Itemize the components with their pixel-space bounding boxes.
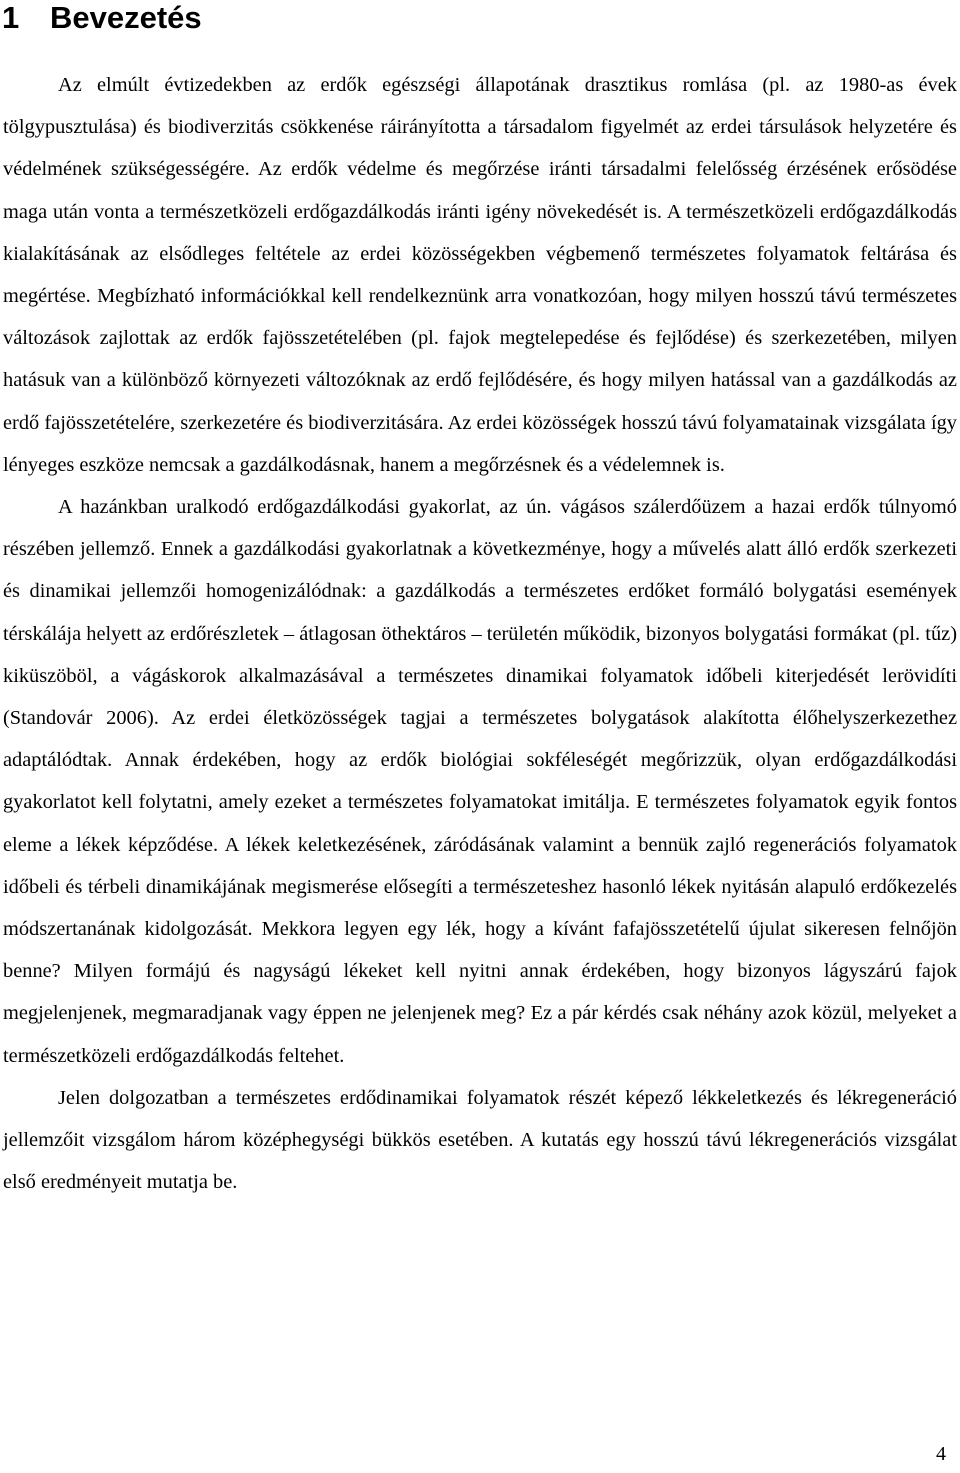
paragraph-3: Jelen dolgozatban a természetes erdődinamikai folyamatok részét képező lékkeletkezés és lékregeneráció jellemzőit vizsgálom három középhegységi bükkös esetében. A kutatás egy hosszú távú lékregenerációs vizsgálat első eredményeit mutatja be. xyxy=(3,1086,957,1194)
section-heading xyxy=(2,0,202,36)
page-number: 4 xyxy=(936,1443,946,1465)
paragraph-1: Az elmúlt évtizedekben az erdők egészségi állapotának drasztikus romlása (pl. az 1980-as évek tölgypusztulása) és biodiverzitás csökkenése ráirányította a társadalom figyelmét az erdei társulások helyzetére és védelmének szükségességére. Az erdők védelme és megőrzése iránti társadalmi felelősség érzésének erősödése maga után vonta a természetközeli erdőgazdálkodás iránti igény növekedését is. A természetközeli erdőgazdálkodás kialakításának az elsődleges feltétele az erdei közösségekben végbemenő természetes folyamatok feltárása és megértése. Megbízható információkkal kell rendelkeznünk arra vonatkozóan, hogy milyen hosszú távú természetes változások zajlottak az erdők fajösszetételében (pl. fajok megtelepedése és fejlődése) és szerkezetében, milyen hatásuk van a különböző környezeti változóknak az erdő fejlődésére, és hogy milyen hatással van a gazdálkodás az erdő fajösszetételére, szerkezetére és biodiverzitására. Az erdei közösségek hosszú távú folyamatainak vizsgálata így lényeges eszköze nemcsak a gazdálkodásnak, hanem a megőrzésnek és a védelemnek is. xyxy=(3,74,957,476)
section-title: Bevezetés xyxy=(50,0,202,35)
paragraph-2: A hazánkban uralkodó erdőgazdálkodási gyakorlat, az ún. vágásos szálerdőüzem a hazai erdők túlnyomó részében jellemző. Ennek a gazdálkodási gyakorlatnak a következménye, hogy a művelés alatt álló erdők szerkezeti és dinamikai jellemzői homogenizálódnak: a gazdálkodás a természetes erdőket formáló bolygatási események térskálája helyett az erdőrészletek – átlagosan öthektáros – területén működik, bizonyos bolygatási formákat (pl. tűz) kiküszöböl, a vágáskorok alkalmazásával a természetes dinamikai folyamatok időbeli kiterjedését lerövidíti (Standovár 2006). Az erdei életközösségek tagjai a természetes bolygatások alakította élőhelyszerkezethez adaptálódtak. Annak érdekében, hogy az erdők biológiai sokféleségét megőrizzük, olyan erdőgazdálkodási gyakorlatot kell folytatni, amely ezeket a természetes folyamatokat imitálja. E természetes folyamatok egyik fontos eleme a lékek képződése. A lékek keletkezésének, záródásának valamint a bennük zajló regenerációs folyamatok időbeli és térbeli dinamikájának megismerése elősegíti a természeteshez hasonló lékek nyitásán alapuló erdőkezelés módszertanának kidolgozását. Mekkora legyen egy lék, hogy a kívánt fafajösszetételű újulat sikeresen felnőjön benne? Milyen formájú és nagyságú lékeket kell nyitni annak érdekében, hogy bizonyos lágyszárú fajok megjelenjenek, megmaradjanak vagy éppen ne jelenjenek meg? Ez a pár kérdés csak néhány azok közül, melyeket a természetközeli erdőgazdálkodás feltehet. xyxy=(3,496,957,1067)
body-text xyxy=(3,64,957,1203)
section-number: 1 xyxy=(2,0,20,35)
